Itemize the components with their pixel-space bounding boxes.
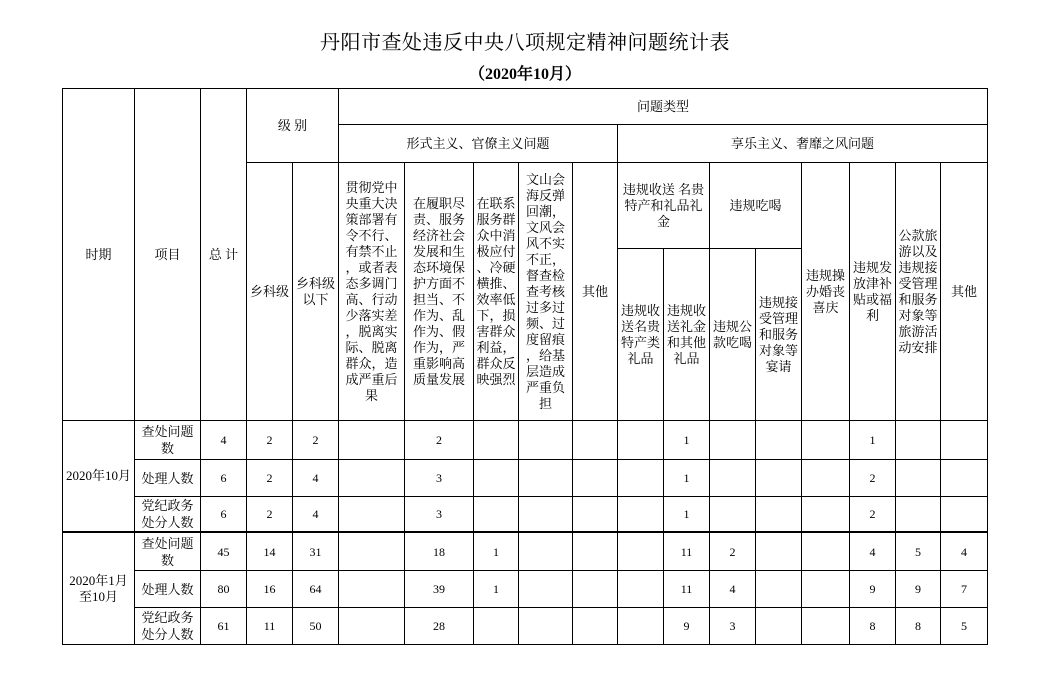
period-label: 2020年10月: [63, 421, 135, 533]
value-cell: 28: [405, 608, 474, 645]
value-cell: 2: [247, 497, 293, 533]
value-cell: 4: [941, 533, 988, 571]
value-cell: 1: [474, 571, 519, 608]
value-cell: [474, 497, 519, 533]
value-cell: [941, 497, 988, 533]
row-label: 查处问题数: [135, 533, 201, 571]
value-cell: 5: [896, 533, 941, 571]
value-cell: 1: [474, 533, 519, 571]
value-cell: [756, 533, 802, 571]
value-cell: 11: [664, 571, 710, 608]
value-cell: [519, 421, 573, 460]
header-level: 级 别: [247, 89, 339, 163]
value-cell: 31: [293, 533, 339, 571]
header-weddings-funerals: 违规操办婚丧喜庆: [802, 163, 850, 421]
row-label: 党纪政务处分人数: [135, 497, 201, 533]
value-cell: [802, 608, 850, 645]
value-cell: 3: [405, 460, 474, 497]
value-cell: [573, 460, 618, 497]
value-cell: [802, 460, 850, 497]
value-cell: [756, 421, 802, 460]
value-cell: 9: [850, 571, 896, 608]
period-label: 2020年1月至10月: [63, 533, 135, 645]
value-cell: 4: [201, 421, 247, 460]
value-cell: [802, 571, 850, 608]
value-cell: 1: [664, 421, 710, 460]
value-cell: 6: [201, 460, 247, 497]
value-cell: [339, 571, 405, 608]
value-cell: 5: [941, 608, 988, 645]
value-cell: 1: [850, 421, 896, 460]
value-cell: [941, 460, 988, 497]
header-level-below-township: 乡科级以下: [293, 163, 339, 421]
value-cell: 8: [896, 608, 941, 645]
row-label: 处理人数: [135, 460, 201, 497]
value-cell: 11: [664, 533, 710, 571]
header-specialty-gifts: 违规收送名贵特产类礼品: [618, 249, 664, 421]
value-cell: 2: [710, 533, 756, 571]
header-excessive-meetings-documents: 文山会海反弹回潮，文风会风不实不正，督查检查考核过多过频、过度留痕，给基层造成严重负担: [519, 163, 573, 421]
value-cell: [519, 571, 573, 608]
header-hedonism-extravagance: 享乐主义、奢靡之风问题: [618, 125, 988, 163]
header-serving-masses-issues: 在联系服务群众中消极应付、冷硬横推、效率低下，损害群众利益，群众反映强烈: [474, 163, 519, 421]
value-cell: 2: [293, 421, 339, 460]
value-cell: [339, 533, 405, 571]
row-label: 党纪政务处分人数: [135, 608, 201, 645]
header-dining: 违规吃喝: [710, 163, 802, 249]
header-hedonism-other: 其他: [941, 163, 988, 421]
value-cell: 4: [710, 571, 756, 608]
value-cell: 7: [941, 571, 988, 608]
value-cell: 4: [850, 533, 896, 571]
header-period: 时期: [63, 89, 135, 421]
value-cell: [618, 497, 664, 533]
value-cell: 2: [247, 460, 293, 497]
header-duty-performance-issues: 在履职尽责、服务经济社会发展和生态环境保护方面不担当、不作为、乱作为、假作为，严重影响高质量发展: [405, 163, 474, 421]
value-cell: [618, 571, 664, 608]
value-cell: 2: [850, 497, 896, 533]
value-cell: 39: [405, 571, 474, 608]
value-cell: 14: [247, 533, 293, 571]
value-cell: 1: [664, 497, 710, 533]
value-cell: [756, 608, 802, 645]
header-level-township: 乡科级: [247, 163, 293, 421]
header-gifts-and-cash: 违规收送 名贵特产和礼品礼金: [618, 163, 710, 249]
value-cell: [618, 460, 664, 497]
value-cell: [941, 421, 988, 460]
header-problem-type: 问题类型: [339, 89, 988, 125]
value-cell: [710, 497, 756, 533]
value-cell: [756, 460, 802, 497]
value-cell: [519, 460, 573, 497]
value-cell: 2: [850, 460, 896, 497]
value-cell: [802, 421, 850, 460]
value-cell: [896, 421, 941, 460]
value-cell: [573, 497, 618, 533]
header-formalism-other: 其他: [573, 163, 618, 421]
value-cell: [474, 608, 519, 645]
value-cell: [519, 533, 573, 571]
header-allowances-benefits: 违规发放津补贴或福利: [850, 163, 896, 421]
value-cell: [756, 497, 802, 533]
value-cell: 61: [201, 608, 247, 645]
value-cell: 2: [405, 421, 474, 460]
value-cell: [573, 533, 618, 571]
value-cell: 2: [247, 421, 293, 460]
value-cell: 45: [201, 533, 247, 571]
value-cell: [710, 421, 756, 460]
value-cell: [710, 460, 756, 497]
row-label: 处理人数: [135, 571, 201, 608]
value-cell: 18: [405, 533, 474, 571]
value-cell: 1: [664, 460, 710, 497]
value-cell: [896, 460, 941, 497]
value-cell: [519, 497, 573, 533]
value-cell: 16: [247, 571, 293, 608]
value-cell: [519, 608, 573, 645]
value-cell: [618, 608, 664, 645]
value-cell: [802, 497, 850, 533]
row-label: 查处问题数: [135, 421, 201, 460]
header-public-funds-dining: 违规公款吃喝: [710, 249, 756, 421]
value-cell: [618, 533, 664, 571]
value-cell: [339, 460, 405, 497]
value-cell: 9: [664, 608, 710, 645]
header-major-decisions-not-implemented: 贯彻党中央重大决策部署有令不行、有禁不止，或者表态多调门高、行动少落实差，脱离实际、脱离群众，造成严重后果: [339, 163, 405, 421]
value-cell: [756, 571, 802, 608]
header-item: 项目: [135, 89, 201, 421]
value-cell: [802, 533, 850, 571]
value-cell: 50: [293, 608, 339, 645]
value-cell: [573, 571, 618, 608]
header-total: 总 计: [201, 89, 247, 421]
value-cell: [339, 608, 405, 645]
value-cell: [573, 608, 618, 645]
statistics-table: [62, 88, 988, 645]
value-cell: 4: [293, 460, 339, 497]
header-public-funded-travel: 公款旅游以及违规接受管理和服务对象等旅游活动安排: [896, 163, 941, 421]
page-title: 丹阳市查处违反中央八项规定精神问题统计表: [320, 32, 730, 54]
value-cell: 6: [201, 497, 247, 533]
header-accepting-banquets: 违规接受管理和服务对象等宴请: [756, 249, 802, 421]
value-cell: 3: [710, 608, 756, 645]
value-cell: 8: [850, 608, 896, 645]
value-cell: 64: [293, 571, 339, 608]
header-formalism-bureaucratism: 形式主义、官僚主义问题: [339, 125, 618, 163]
value-cell: 9: [896, 571, 941, 608]
header-cash-and-other-gifts: 违规收送礼金和其他礼品: [664, 249, 710, 421]
page-subtitle: （2020年10月）: [468, 66, 581, 83]
value-cell: [618, 421, 664, 460]
value-cell: 80: [201, 571, 247, 608]
value-cell: 3: [405, 497, 474, 533]
value-cell: [339, 497, 405, 533]
value-cell: [339, 421, 405, 460]
value-cell: 11: [247, 608, 293, 645]
value-cell: [474, 460, 519, 497]
value-cell: [573, 421, 618, 460]
value-cell: [896, 497, 941, 533]
value-cell: 4: [293, 497, 339, 533]
value-cell: [474, 421, 519, 460]
